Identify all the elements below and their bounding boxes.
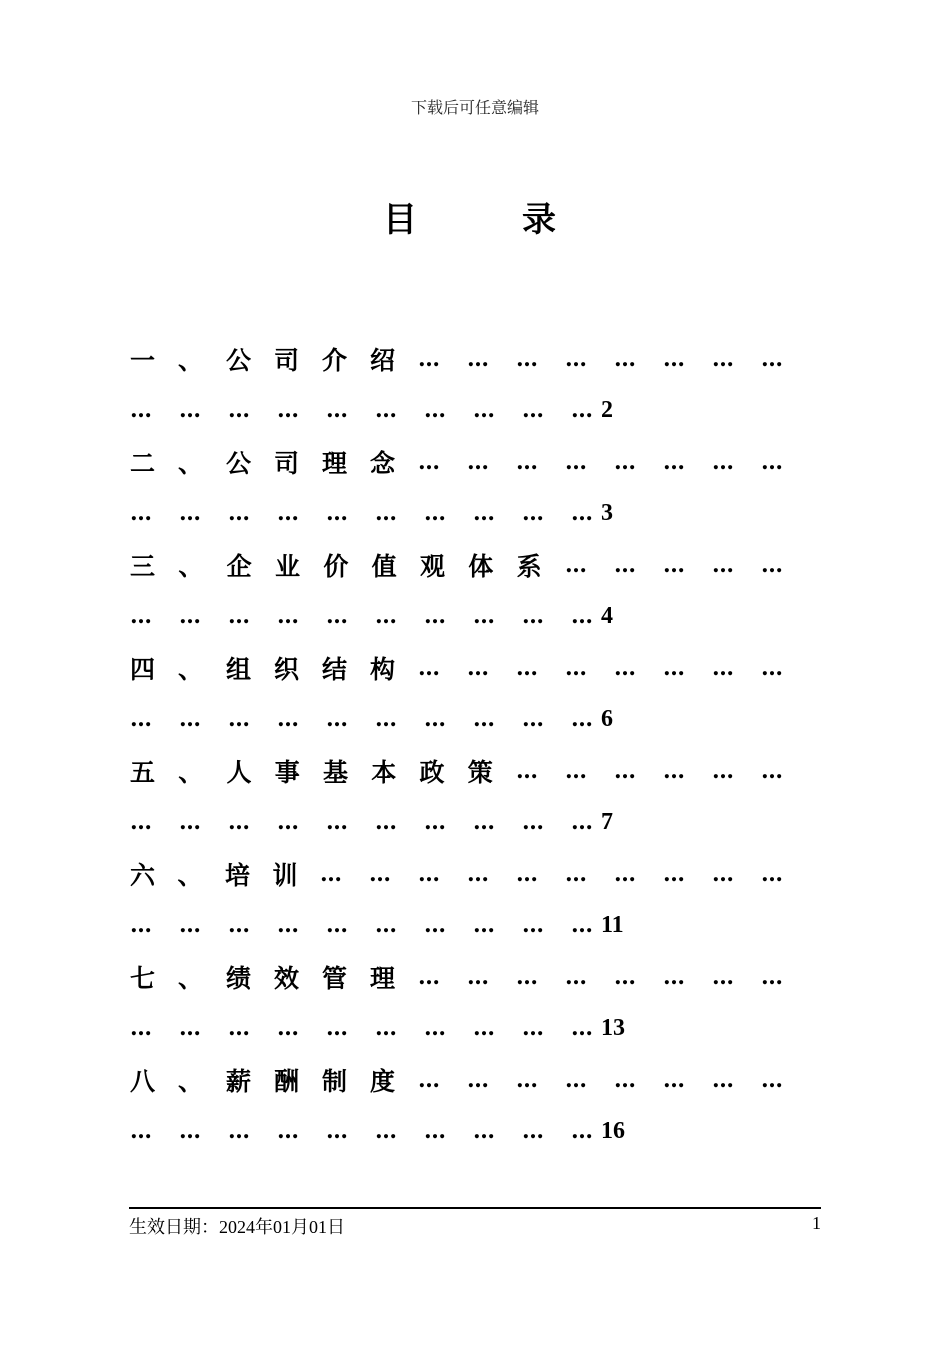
toc-leader-dots <box>418 449 810 475</box>
leader-dot: … <box>277 706 298 733</box>
leader-dot: … <box>516 757 537 784</box>
leader-dot: … <box>662 551 684 578</box>
leader-dot: … <box>473 1015 494 1042</box>
toc-entry-title-char: 业 <box>274 551 300 581</box>
toc-entry-page-line <box>130 488 810 540</box>
leader-dot: … <box>473 912 494 939</box>
leader-dot: … <box>571 500 592 527</box>
leader-dot: … <box>424 912 445 939</box>
toc-entry-title-line <box>130 951 810 1003</box>
leader-dot: … <box>516 654 537 681</box>
leader-dot: … <box>522 912 543 939</box>
leader-dot: … <box>424 809 445 836</box>
toc-entry-number: 八 <box>130 1066 156 1096</box>
leader-dot: … <box>228 809 249 836</box>
toc-leader-dots <box>130 706 599 732</box>
leader-dot: … <box>473 603 494 630</box>
leader-dot: … <box>326 809 347 836</box>
toc-entry-title-char: 政 <box>419 757 445 787</box>
leader-dot: … <box>424 706 445 733</box>
leader-dot: … <box>663 448 684 475</box>
leader-dot: … <box>375 1118 396 1145</box>
toc-entry-number: 三 <box>130 551 156 581</box>
toc-entry-title-char: 系 <box>516 551 542 581</box>
toc-entry-title-char: 理 <box>322 448 348 478</box>
leader-dot: … <box>326 1118 347 1145</box>
leader-dot: … <box>130 1015 151 1042</box>
leader-dot: … <box>663 963 684 990</box>
leader-dot: … <box>712 860 733 887</box>
leader-dot: … <box>228 1118 249 1145</box>
toc-leader-dots <box>130 397 599 423</box>
leader-dot: … <box>522 397 543 424</box>
leader-dot: … <box>761 1066 782 1093</box>
toc-entry[interactable] <box>130 539 810 642</box>
toc-entry-page-number: 13 <box>601 1014 625 1041</box>
toc-entry-number: 六 <box>130 860 156 890</box>
toc-entry-separator: 、 <box>177 860 203 890</box>
toc-entry-title-char: 组 <box>226 654 252 684</box>
toc-entry-title-char: 念 <box>370 448 396 478</box>
leader-dot: … <box>277 1118 298 1145</box>
leader-dot: … <box>179 500 200 527</box>
toc-entry-page-number: 16 <box>601 1117 625 1144</box>
leader-dot: … <box>522 500 543 527</box>
leader-dot: … <box>130 603 151 630</box>
leader-dot: … <box>614 757 635 784</box>
toc-entry[interactable] <box>130 951 810 1054</box>
toc-entry[interactable] <box>130 1054 810 1157</box>
leader-dot: … <box>516 963 537 990</box>
toc-entry-separator: 、 <box>178 654 204 684</box>
leader-dot: … <box>614 963 635 990</box>
leader-dot: … <box>663 345 684 372</box>
leader-dot: … <box>565 448 586 475</box>
leader-dot: … <box>418 860 439 887</box>
leader-dot: … <box>375 500 396 527</box>
toc-entry[interactable] <box>130 642 810 745</box>
toc-entry-title-line <box>130 1054 810 1106</box>
leader-dot: … <box>614 448 635 475</box>
leader-dot: … <box>320 860 341 887</box>
leader-dot: … <box>424 603 445 630</box>
toc-entry-page-number: 3 <box>601 499 613 526</box>
leader-dot: … <box>418 345 439 372</box>
leader-dot: … <box>130 397 151 424</box>
leader-dot: … <box>522 603 543 630</box>
toc-entry-separator: 、 <box>178 551 204 581</box>
toc-leader-dots <box>418 655 810 681</box>
toc-entry-title-char: 构 <box>370 654 396 684</box>
leader-dot: … <box>179 912 200 939</box>
leader-dot: … <box>418 1066 439 1093</box>
toc-leader-dots <box>320 861 810 887</box>
toc-entry-title-line <box>130 642 810 694</box>
toc-entry-title-char: 酬 <box>274 1066 300 1096</box>
leader-dot: … <box>565 963 586 990</box>
toc-entry-number: 七 <box>130 963 156 993</box>
leader-dot: … <box>761 345 782 372</box>
toc-entry-title-line <box>130 539 810 591</box>
leader-dot: … <box>369 860 390 887</box>
leader-dot: … <box>179 809 200 836</box>
toc-leader-dots <box>130 809 599 835</box>
leader-dot: … <box>571 603 592 630</box>
leader-dot: … <box>277 1015 298 1042</box>
leader-dot: … <box>473 809 494 836</box>
toc-entry-page-number: 7 <box>601 808 613 835</box>
footer-divider <box>129 1207 821 1209</box>
toc-entry-title-line <box>130 436 810 488</box>
leader-dot: … <box>712 1066 733 1093</box>
leader-dot: … <box>228 397 249 424</box>
leader-dot: … <box>326 397 347 424</box>
leader-dot: … <box>712 757 733 784</box>
toc-entry-separator: 、 <box>178 757 204 787</box>
toc-entry-page-number: 6 <box>601 705 613 732</box>
leader-dot: … <box>277 603 298 630</box>
leader-dot: … <box>467 963 488 990</box>
leader-dot: … <box>130 706 151 733</box>
leader-dot: … <box>277 500 298 527</box>
toc-entry-title-char: 效 <box>274 963 300 993</box>
toc-entry-title-char: 人 <box>226 757 252 787</box>
leader-dot: … <box>712 345 733 372</box>
toc-entry-number: 一 <box>130 345 156 375</box>
toc-leader-dots <box>130 500 599 526</box>
leader-dot: … <box>761 757 782 784</box>
leader-dot: … <box>228 603 249 630</box>
leader-dot: … <box>516 860 537 887</box>
toc-entry-title-char: 训 <box>272 860 298 890</box>
toc-entry-title-char: 事 <box>274 757 300 787</box>
leader-dot: … <box>326 706 347 733</box>
leader-dot: … <box>571 1118 592 1145</box>
leader-dot: … <box>614 860 635 887</box>
toc-entry-separator: 、 <box>178 448 204 478</box>
leader-dot: … <box>326 500 347 527</box>
toc-entry-separator: 、 <box>178 1066 204 1096</box>
leader-dot: … <box>277 397 298 424</box>
title-char-right: 录 <box>522 200 556 240</box>
toc-entry-title-char: 管 <box>322 963 348 993</box>
toc-entry-separator: 、 <box>178 345 204 375</box>
toc-entry-title-line <box>130 848 810 900</box>
header-note: 下载后可任意编辑 <box>410 98 539 117</box>
footer-page-number: 1 <box>812 1213 821 1233</box>
toc-entry-title-char: 织 <box>274 654 300 684</box>
toc-leader-dots <box>130 1015 599 1041</box>
leader-dot: … <box>571 706 592 733</box>
toc-entry-title-char: 结 <box>322 654 348 684</box>
toc-entry-number: 二 <box>130 448 156 478</box>
toc-entry-title-char: 司 <box>274 345 300 375</box>
leader-dot: … <box>418 963 439 990</box>
leader-dot: … <box>467 345 488 372</box>
leader-dot: … <box>375 1015 396 1042</box>
leader-dot: … <box>424 1118 445 1145</box>
leader-dot: … <box>712 963 733 990</box>
leader-dot: … <box>228 500 249 527</box>
toc-leader-dots <box>130 912 599 938</box>
toc-leader-dots <box>418 964 810 990</box>
leader-dot: … <box>467 860 488 887</box>
leader-dot: … <box>516 1066 537 1093</box>
toc-entry-title-char: 度 <box>370 1066 396 1096</box>
leader-dot: … <box>418 448 439 475</box>
leader-dot: … <box>522 1118 543 1145</box>
leader-dot: … <box>424 500 445 527</box>
toc-entry-title-char: 理 <box>370 963 396 993</box>
leader-dot: … <box>565 860 586 887</box>
leader-dot: … <box>130 809 151 836</box>
toc-leader-dots <box>418 1067 810 1093</box>
leader-dot: … <box>375 397 396 424</box>
leader-dot: … <box>179 397 200 424</box>
leader-dot: … <box>179 1118 200 1145</box>
toc-entry-page-line <box>130 1106 810 1158</box>
leader-dot: … <box>565 757 586 784</box>
leader-dot: … <box>663 654 684 681</box>
leader-dot: … <box>228 912 249 939</box>
toc-entry-title-char: 培 <box>225 860 251 890</box>
toc-entry-number: 五 <box>130 757 156 787</box>
leader-dot: … <box>614 654 635 681</box>
leader-dot: … <box>130 912 151 939</box>
leader-dot: … <box>228 1015 249 1042</box>
leader-dot: … <box>614 1066 635 1093</box>
toc-entry-title-line <box>130 745 810 797</box>
leader-dot: … <box>326 1015 347 1042</box>
toc-entry-page-number: 4 <box>601 602 613 629</box>
leader-dot: … <box>179 603 200 630</box>
toc-entry-title-char: 策 <box>467 757 493 787</box>
toc-entry-page-line <box>130 900 810 952</box>
toc-leader-dots <box>130 1118 599 1144</box>
leader-dot: … <box>663 860 684 887</box>
leader-dot: … <box>522 706 543 733</box>
leader-dot: … <box>614 345 635 372</box>
toc-entry-page-line <box>130 591 810 643</box>
leader-dot: … <box>467 1066 488 1093</box>
leader-dot: … <box>761 860 782 887</box>
leader-dot: … <box>711 551 733 578</box>
leader-dot: … <box>712 654 733 681</box>
leader-dot: … <box>613 551 635 578</box>
leader-dot: … <box>375 603 396 630</box>
leader-dot: … <box>571 397 592 424</box>
leader-dot: … <box>424 1015 445 1042</box>
leader-dot: … <box>467 448 488 475</box>
footer-effective-date: 生效日期：2024年01月01日 <box>129 1217 345 1237</box>
leader-dot: … <box>473 397 494 424</box>
leader-dot: … <box>375 912 396 939</box>
leader-dot: … <box>663 757 684 784</box>
leader-dot: … <box>565 654 586 681</box>
leader-dot: … <box>277 912 298 939</box>
toc-entry-separator: 、 <box>178 963 204 993</box>
leader-dot: … <box>277 809 298 836</box>
toc-entry-title-char: 司 <box>274 448 300 478</box>
toc-entry-title-char: 公 <box>226 448 252 478</box>
toc-leader-dots <box>565 552 810 578</box>
toc-entry-title-char: 绍 <box>370 345 396 375</box>
toc-entry-page-line <box>130 694 810 746</box>
toc-entry-title-char: 基 <box>323 757 349 787</box>
toc-entry[interactable] <box>130 436 810 539</box>
leader-dot: … <box>473 1118 494 1145</box>
toc-entry-title-char: 价 <box>323 551 349 581</box>
leader-dot: … <box>571 1015 592 1042</box>
toc-entry-page-line <box>130 1003 810 1055</box>
leader-dot: … <box>522 1015 543 1042</box>
leader-dot: … <box>571 912 592 939</box>
leader-dot: … <box>516 345 537 372</box>
toc-entry-title-char: 本 <box>371 757 397 787</box>
leader-dot: … <box>467 654 488 681</box>
leader-dot: … <box>564 551 586 578</box>
leader-dot: … <box>473 500 494 527</box>
leader-dot: … <box>761 448 782 475</box>
toc-entry[interactable] <box>130 333 810 436</box>
leader-dot: … <box>522 809 543 836</box>
leader-dot: … <box>712 448 733 475</box>
toc-entry-page-line <box>130 797 810 849</box>
toc-entry-title-char: 值 <box>371 551 397 581</box>
toc-entry-page-number: 2 <box>601 396 613 423</box>
leader-dot: … <box>571 809 592 836</box>
leader-dot: … <box>326 603 347 630</box>
toc-entry-title-char: 薪 <box>226 1066 252 1096</box>
toc-entry-number: 四 <box>130 654 156 684</box>
title-char-left: 目 <box>383 200 417 240</box>
toc-entry-title-char: 制 <box>322 1066 348 1096</box>
toc-leader-dots <box>516 758 810 784</box>
toc-entry-title-char: 绩 <box>226 963 252 993</box>
leader-dot: … <box>760 551 782 578</box>
toc-leader-dots <box>130 603 599 629</box>
toc-entry-page-line <box>130 385 810 437</box>
toc-entry-title-char: 体 <box>468 551 494 581</box>
leader-dot: … <box>663 1066 684 1093</box>
leader-dot: … <box>516 448 537 475</box>
leader-dot: … <box>761 963 782 990</box>
toc-leader-dots <box>418 346 810 372</box>
leader-dot: … <box>418 654 439 681</box>
toc-entry-title-char: 介 <box>322 345 348 375</box>
leader-dot: … <box>326 912 347 939</box>
toc-entry[interactable] <box>130 848 810 951</box>
toc-entry[interactable] <box>130 745 810 848</box>
leader-dot: … <box>375 706 396 733</box>
toc-entry-title-char: 公 <box>226 345 252 375</box>
leader-dot: … <box>761 654 782 681</box>
leader-dot: … <box>565 345 586 372</box>
toc-entry-title-char: 企 <box>226 551 252 581</box>
leader-dot: … <box>424 397 445 424</box>
toc-entry-title-char: 观 <box>419 551 445 581</box>
leader-dot: … <box>473 706 494 733</box>
toc-entry-page-number: 11 <box>601 911 624 938</box>
toc-entry-title-line <box>130 333 810 385</box>
leader-dot: … <box>130 500 151 527</box>
leader-dot: … <box>565 1066 586 1093</box>
leader-dot: … <box>375 809 396 836</box>
leader-dot: … <box>228 706 249 733</box>
leader-dot: … <box>179 706 200 733</box>
leader-dot: … <box>179 1015 200 1042</box>
leader-dot: … <box>130 1118 151 1145</box>
table-of-contents <box>130 333 810 1157</box>
